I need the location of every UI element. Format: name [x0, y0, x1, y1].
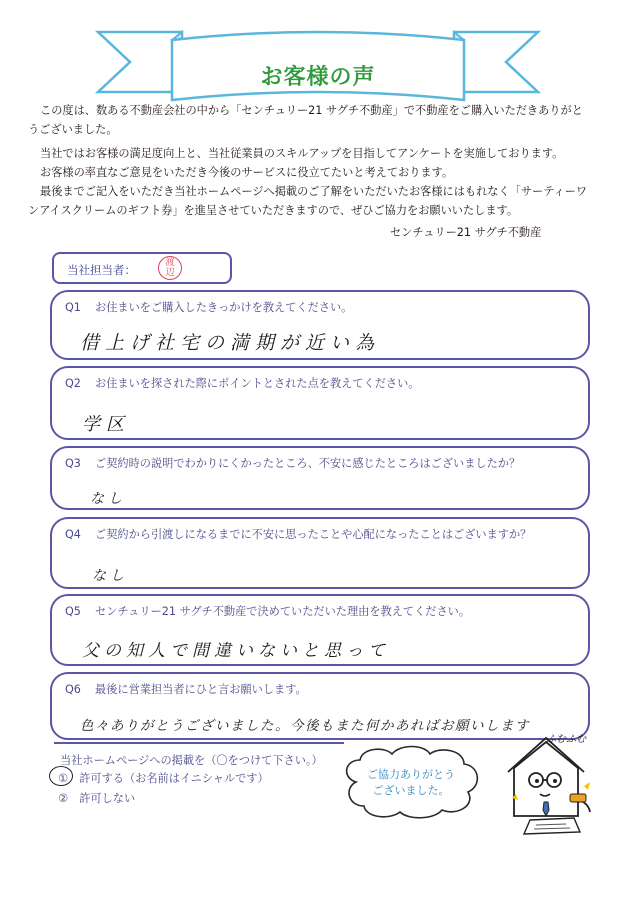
question-box-q2 — [50, 366, 590, 440]
question-text: お住まいを探された際にポイントとされた点を教えてください。 — [95, 377, 420, 390]
publish-divider — [54, 742, 344, 744]
stamp-char-2: 辺 — [165, 268, 175, 278]
intro-line-6: ンアイスクリームのギフト券」を進呈させていただきますので、ぜひご協力をお願いいたします。 — [28, 204, 519, 217]
question-number: Q5 — [65, 605, 81, 618]
publish-heading: 当社ホームページへの掲載を（〇をつけて下さい。） — [60, 754, 323, 767]
staff-box — [52, 252, 232, 284]
question-number: Q4 — [65, 528, 81, 541]
question-number: Q3 — [65, 457, 81, 470]
question-box-q5 — [50, 594, 590, 666]
mascot-text: ふむふむ — [546, 734, 586, 745]
answer-handwritten: 学区 — [82, 414, 130, 435]
intro-line-5: 最後までご記入をいただき当社ホームページへ掲載のご了解をいただいたお客様にはもれなく「サーティーワ — [40, 185, 588, 198]
question-number: Q1 — [65, 301, 81, 314]
intro-line-4: お客様の率直なご意見をいただき今後のサービスに役立てたいと考えております。 — [40, 166, 454, 179]
stamp-char-1: 渡 — [165, 258, 175, 268]
question-number: Q6 — [65, 683, 81, 696]
answer-handwritten: 父の知人で間違いないと思って — [82, 641, 390, 661]
question-text: お住まいをご購入したきっかけを教えてください。 — [95, 301, 353, 314]
answer-handwritten: なし — [92, 568, 128, 584]
question-text: ご契約時の説明でわかりにくかったところ、不安に感じたところはございましたか？ — [95, 457, 521, 470]
page-title: お客様の声 — [260, 65, 376, 90]
question-number: Q2 — [65, 377, 81, 390]
intro-line-1: この度は、数ある不動産会社の中から「センチュリー21 サグチ不動産」で不動産をご購入いただきありがと — [40, 104, 583, 117]
intro-line-2: うございました。 — [28, 123, 118, 136]
question-text: ご契約から引渡しになるまでに不安に思ったことや心配になったことはございますか？ — [95, 528, 532, 541]
answer-handwritten: 借上げ社宅の満期が近い為 — [80, 332, 381, 354]
question-box-q4 — [50, 517, 590, 589]
intro-line-3: 当社ではお客様の満足度向上と、当社従業員のスキルアップを目指してアンケートを実施しております。 — [40, 147, 564, 160]
cloud-text-line-1: ご協力ありがとう — [367, 768, 455, 781]
publish-option-deny[interactable]: ② 許可しない — [58, 792, 136, 805]
question-text: 最後に営業担当者にひと言お願いします。 — [95, 683, 307, 696]
answer-handwritten: 色々ありがとうございました。今後もまた何かあればお願いします — [80, 718, 530, 734]
question-box-q3 — [50, 446, 590, 510]
company-name: センチュリー21 サグチ不動産 — [390, 226, 542, 239]
question-box-q1 — [50, 290, 590, 360]
staff-seal-stamp — [158, 256, 182, 280]
answer-handwritten: なし — [90, 491, 126, 507]
publish-option-allow[interactable]: ① 許可する（お名前はイニシャルです） — [58, 772, 269, 785]
cloud-text-line-2: ございました。 — [372, 784, 450, 797]
title-ribbon — [0, 0, 636, 110]
selected-circle-mark — [49, 766, 73, 786]
question-text: センチュリー21 サグチ不動産で決めていただいた理由を教えてください。 — [95, 605, 471, 618]
staff-label: 当社担当者： — [67, 263, 136, 277]
